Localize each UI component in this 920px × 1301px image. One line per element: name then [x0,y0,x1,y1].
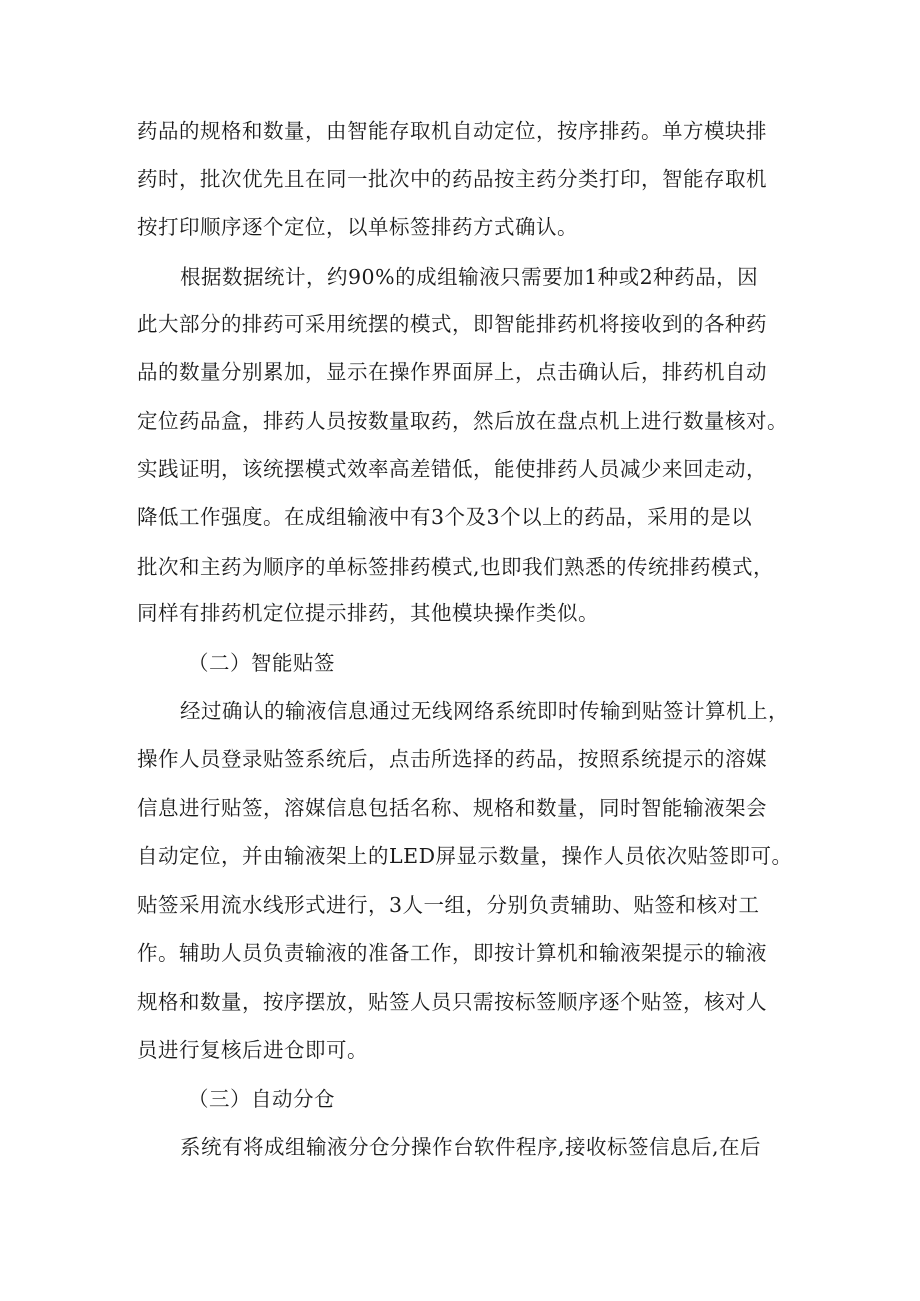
paragraph-2-line-4: 定位药品盒，排药人员按数量取药，然后放在盘点机上进行数量核对。 [137,409,788,433]
paragraph-1-line-2: 药时，批次优先且在同一批次中的药品按主药分类打印，智能存取机 [137,167,767,191]
paragraph-2-line-7: 批次和主药为顺序的单标签排药模式,也即我们熟悉的传统排药模式， [137,555,775,579]
paragraph-1-line-1: 药品的规格和数量，由智能存取机自动定位，按序排药。单方模块排 [137,119,767,143]
paragraph-3-line-4: 自动定位，并由输液架上的LED屏显示数量，操作人员依次贴签即可。 [137,844,793,868]
paragraph-3-line-2: 操作人员登录贴签系统后，点击所选择的药品，按照系统提示的溶媒 [137,747,767,771]
paragraph-4-line-1: 系统有将成组输液分仓分操作台软件程序,接收标签信息后,在后 [180,1135,762,1159]
paragraph-2-line-1: 根据数据统计，约90%的成组输液只需要加1种或2种药品，因 [180,265,759,289]
paragraph-3-line-5: 贴签采用流水线形式进行，3人一组，分别负责辅助、贴签和核对工 [137,893,760,917]
paragraph-2-line-8: 同样有排药机定位提示排药，其他模块操作类似。 [137,601,599,625]
paragraph-2-line-3: 品的数量分别累加，显示在操作界面屏上，点击确认后，排药机自动 [137,360,767,384]
paragraph-2-line-5: 实践证明，该统摆模式效率高差错低，能使排药人员减少来回走动， [137,457,767,481]
paragraph-1-line-3: 按打印顺序逐个定位，以单标签排药方式确认。 [137,215,578,239]
paragraph-2-line-2: 此大部分的排药可采用统摆的模式，即智能排药机将接收到的各种药 [137,312,767,336]
section-heading-2: （二）智能贴签 [188,651,335,675]
paragraph-3-line-8: 员进行复核后进仓即可。 [137,1038,368,1062]
paragraph-3-line-3: 信息进行贴签，溶媒信息包括名称、规格和数量，同时智能输液架会 [137,796,767,820]
paragraph-2-line-6: 降低工作强度。在成组输液中有3个及3个以上的药品，采用的是以 [137,505,753,529]
section-heading-3: （三）自动分仓 [188,1087,335,1111]
paragraph-3-line-1: 经过确认的输液信息通过无线网络系统即时传输到贴签计算机上， [180,699,789,723]
paragraph-3-line-7: 规格和数量，按序摆放，贴签人员只需按标签顺序逐个贴签，核对人 [137,990,767,1014]
paragraph-3-line-6: 作。辅助人员负责输液的准备工作，即按计算机和输液架提示的输液 [137,941,767,965]
